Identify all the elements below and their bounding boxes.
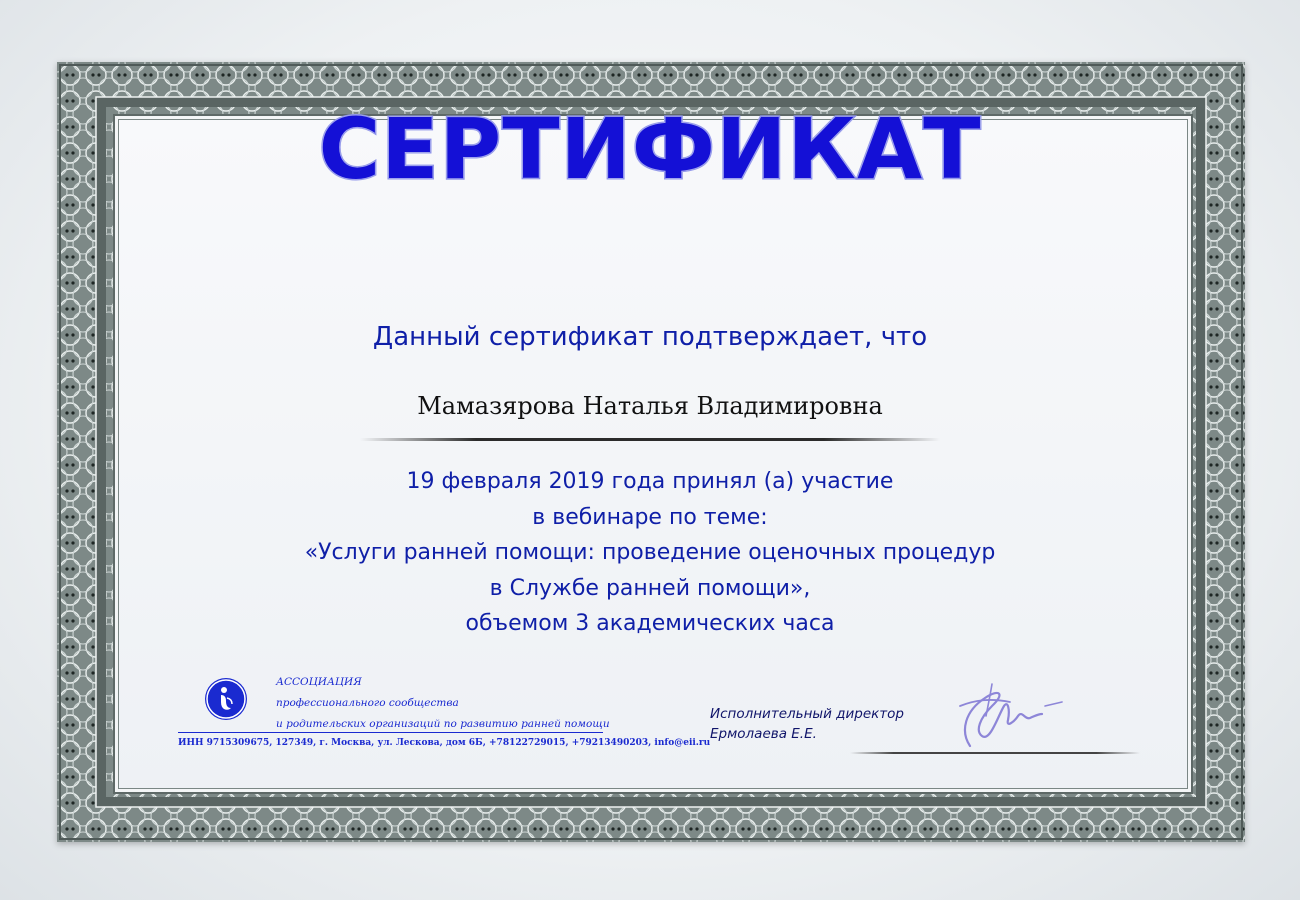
- body-line: «Услуги ранней помощи: проведение оценочных процедур: [304, 540, 996, 565]
- body-line: объемом 3 академических часа: [465, 611, 835, 636]
- org-line: АССОЦИАЦИЯ: [276, 676, 362, 688]
- org-line: профессионального сообщества: [276, 697, 459, 709]
- name-underline: [360, 438, 940, 441]
- organization-name: [276, 672, 610, 735]
- signatory-position: Исполнительный директор: [710, 706, 904, 722]
- signatory-block: [710, 704, 904, 744]
- certificate-body: [0, 464, 1300, 642]
- confirm-text: Данный сертификат подтверждает, что: [372, 322, 928, 352]
- organization-requisites: ИНН 9715309675, 127349, г. Москва, ул. Лескова, дом 6Б, +78122729015, +79213490203, info@eii.ru: [178, 738, 711, 748]
- signature-line: [850, 752, 1140, 754]
- body-line: в вебинаре по теме:: [532, 504, 768, 530]
- org-line: и родительских организаций по развитию ранней помощи: [276, 718, 610, 730]
- body-line: в Службе ранней помощи»,: [489, 575, 811, 601]
- association-logo-icon: [205, 678, 247, 720]
- certificate-title: СЕРТИФИКАТ: [318, 100, 982, 198]
- org-divider: [178, 732, 603, 733]
- handwritten-signature: [930, 676, 1070, 756]
- signatory-name: Ермолаева Е.Е.: [710, 726, 817, 742]
- recipient-name: Мамазярова Наталья Владимировна: [417, 392, 883, 420]
- body-line: 19 февраля 2019 года принял (а) участие: [406, 469, 894, 494]
